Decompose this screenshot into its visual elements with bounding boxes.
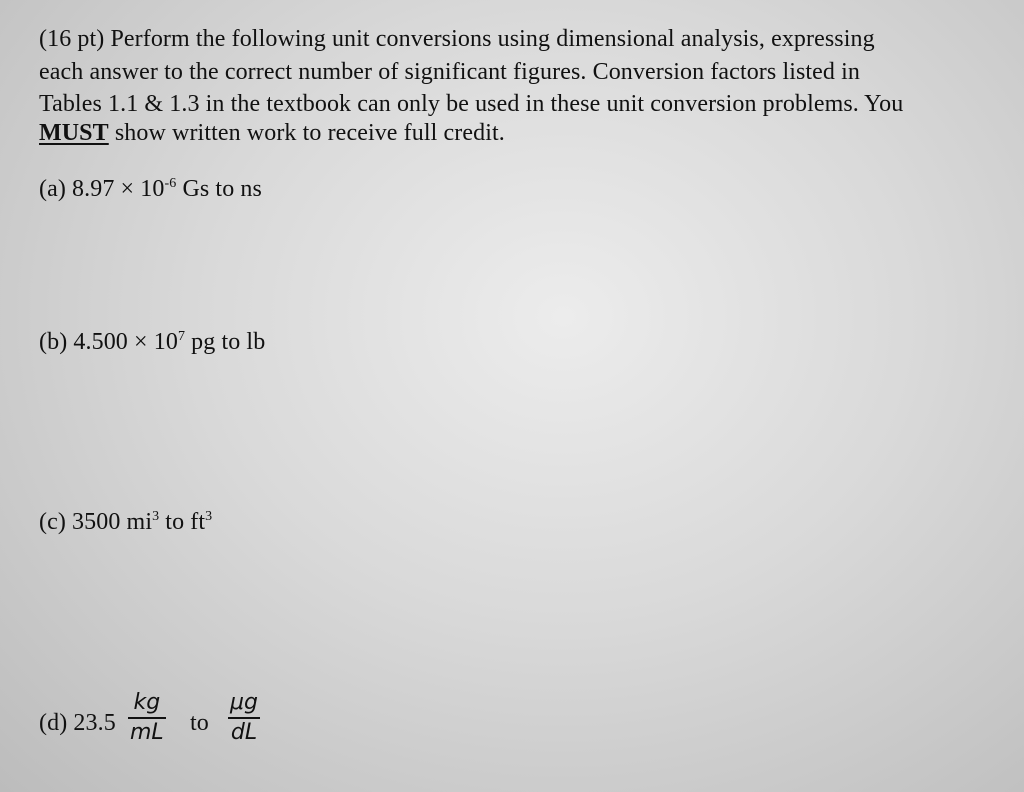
problem-d-to-denominator: dL	[230, 720, 258, 745]
instructions-line-3: Tables 1.1 & 1.3 in the textbook can only be used in these unit conversion problems. You	[39, 91, 904, 117]
instructions-line-4	[39, 121, 505, 145]
problem-c-exponent-2: 3	[205, 509, 213, 524]
problem-d-to-unit	[228, 692, 260, 744]
problem-d-value: 23.5	[73, 710, 116, 736]
problem-a-label: (a)	[39, 176, 66, 202]
problem-d-from-numerator: kg	[133, 690, 161, 715]
instructions-line-2: each answer to the correct number of significant figures. Conversion factors listed in	[39, 59, 861, 85]
problem-d	[39, 711, 116, 735]
problem-d-to-word: to	[190, 710, 209, 736]
problem-b-exponent: 7	[177, 329, 186, 344]
problem-a-units: Gs to ns	[176, 176, 262, 202]
problem-b-label: (b)	[39, 329, 68, 355]
problem-c-units: to ft	[159, 509, 206, 535]
problem-d-to-numerator: μg	[230, 690, 258, 715]
instructions-line-1: (16 pt) Perform the following unit conversions using dimensional analysis, expressing	[39, 26, 875, 52]
problem-a-exponent: -6	[164, 176, 177, 191]
problem-d-from-denominator: mL	[130, 720, 164, 745]
instructions-line-4-rest: show written work to receive full credit.	[108, 120, 505, 146]
problem-b-value: 4.500 × 10	[73, 329, 178, 355]
problem-a	[39, 177, 262, 201]
problem-d-from-unit	[128, 692, 166, 744]
problem-c-label: (c)	[39, 509, 66, 535]
problem-b	[39, 330, 265, 354]
problem-c	[39, 510, 212, 534]
problem-b-units: pg to lb	[185, 329, 266, 355]
problem-a-value: 8.97 × 10	[72, 176, 165, 202]
must-emphasis: MUST	[39, 120, 109, 146]
problem-c-exponent: 3	[152, 509, 160, 524]
problem-c-value: 3500 mi	[72, 509, 153, 535]
problem-d-label: (d)	[39, 710, 68, 736]
